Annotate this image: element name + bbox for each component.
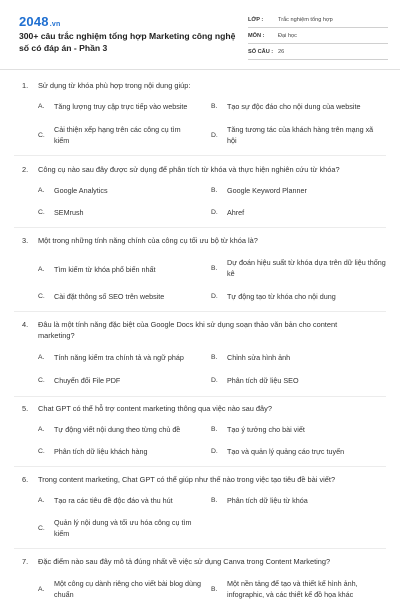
question-number: 4.: [22, 320, 29, 329]
option-3c[interactable]: [38, 291, 204, 302]
option-4d[interactable]: [211, 375, 377, 386]
option-2c[interactable]: [38, 207, 204, 218]
option-letter: C.: [38, 293, 45, 300]
option-letter: D.: [211, 448, 218, 455]
option-6a[interactable]: [38, 495, 204, 506]
option-1d[interactable]: [211, 124, 377, 146]
option-text: SEMrush: [54, 208, 84, 217]
question-number: 1.: [22, 81, 29, 90]
option-letter: D.: [211, 131, 218, 139]
option-7a[interactable]: [38, 578, 204, 600]
site-logo[interactable]: [19, 14, 60, 29]
option-text: Phân tích dữ liệu từ khóa: [227, 496, 308, 505]
option-2a[interactable]: [38, 185, 204, 196]
question-6: [22, 474, 373, 485]
option-text: Cài đặt thông số SEO trên website: [54, 292, 165, 301]
meta-label: SỐ CÂU :: [248, 49, 274, 55]
question-5: [22, 403, 373, 414]
meta-row-count: [248, 45, 388, 60]
option-letter: D.: [211, 209, 218, 216]
question-number: 5.: [22, 404, 29, 413]
question-1: [22, 80, 373, 91]
logo-main: 2048: [19, 14, 49, 29]
option-text: Tạo ý tưởng cho bài viết: [227, 425, 305, 434]
question-divider: [14, 466, 386, 467]
option-1c[interactable]: [38, 124, 194, 146]
option-7b[interactable]: [211, 578, 387, 600]
option-letter: A.: [38, 497, 45, 504]
option-letter: B.: [211, 264, 218, 272]
meta-label: LỚP :: [248, 17, 264, 23]
option-letter: B.: [211, 187, 218, 194]
question-number: 2.: [22, 165, 29, 174]
question-2: [22, 164, 373, 175]
meta-panel: [248, 13, 388, 61]
option-letter: C.: [38, 377, 45, 384]
logo-suffix: .vn: [49, 21, 61, 28]
option-3b[interactable]: [211, 257, 387, 279]
option-5c[interactable]: [38, 446, 204, 457]
question-number: 6.: [22, 475, 29, 484]
option-5b[interactable]: [211, 424, 377, 435]
option-text: Ahref: [227, 208, 245, 217]
option-letter: A.: [38, 354, 45, 361]
question-text: Đâu là một tính năng đặc biệt của Google Docs khi sử dụng soạn thảo văn bản cho content marketing?: [38, 320, 338, 340]
option-letter: C.: [38, 524, 45, 532]
option-text: Chuyển đổi File PDF: [54, 376, 121, 385]
option-6c[interactable]: [38, 517, 204, 539]
question-3: [22, 235, 373, 246]
meta-value: Đại học: [278, 33, 297, 39]
option-2d[interactable]: [211, 207, 377, 218]
option-text: Một công cụ dành riêng cho viết bài blog dùng chuẩn: [54, 579, 202, 599]
option-letter: A.: [38, 585, 45, 593]
option-text: Tìm kiếm từ khóa phổ biến nhất: [54, 265, 156, 274]
option-6b[interactable]: [211, 495, 377, 506]
question-number: 7.: [22, 557, 29, 566]
meta-value: Trắc nghiệm tổng hợp: [278, 17, 333, 23]
question-4: [22, 319, 373, 341]
page-title: 300+ câu trắc nghiệm tổng hợp Marketing công nghệ số có đáp án - Phần 3: [19, 31, 236, 53]
meta-value: 26: [278, 49, 285, 55]
meta-row-subject: [248, 29, 388, 44]
option-letter: B.: [211, 497, 218, 504]
option-text: Tạo ra các tiêu đề độc đáo và thu hút: [54, 496, 173, 505]
option-5d[interactable]: [211, 446, 377, 457]
option-letter: B.: [211, 354, 218, 361]
option-letter: D.: [211, 293, 218, 300]
question-text: Chat GPT có thể hỗ trợ content marketing thông qua việc nào sau đây?: [38, 404, 272, 413]
meta-row-class: [248, 13, 388, 28]
option-text: Phân tích dữ liệu SEO: [227, 376, 299, 385]
option-letter: A.: [38, 426, 45, 433]
option-text: Tính năng kiểm tra chính tả và ngữ pháp: [54, 353, 184, 362]
option-letter: B.: [211, 585, 218, 593]
question-text: Một trong những tính năng chính của công cụ tối ưu bộ từ khóa là?: [38, 236, 258, 245]
document-header: [0, 0, 400, 70]
option-text: Một nền tảng để tạo và thiết kế hình ảnh, infographic, và các thiết kế đồ họa khác: [227, 579, 358, 599]
option-1b[interactable]: [211, 101, 377, 112]
option-5a[interactable]: [38, 424, 204, 435]
option-text: Tự động tạo từ khóa cho nội dung: [227, 292, 336, 301]
option-letter: C.: [38, 448, 45, 455]
option-3d[interactable]: [211, 291, 377, 302]
option-letter: C.: [38, 209, 45, 216]
option-letter: C.: [38, 131, 45, 139]
option-text: Cải thiện xếp hạng trên các công cụ tìm kiếm: [54, 125, 181, 145]
question-text: Công cụ nào sau đây được sử dụng để phân tích từ khóa và thực hiện nghiên cứu từ khóa?: [38, 165, 340, 174]
option-letter: B.: [211, 103, 218, 110]
option-text: Dự đoán hiệu suất từ khóa dựa trên dữ liệu thống kê: [227, 258, 386, 278]
question-divider: [14, 155, 386, 156]
option-letter: A.: [38, 103, 45, 110]
option-text: Tạo và quản lý quảng cáo trực tuyến: [227, 447, 345, 456]
question-divider: [14, 396, 386, 397]
question-text: Đặc điểm nào sau đây mô tả đúng nhất về việc sử dụng Canva trong Content Marketing?: [38, 557, 331, 566]
option-4a[interactable]: [38, 352, 204, 363]
meta-label: MÔN :: [248, 33, 265, 39]
option-text: Chỉnh sửa hình ảnh: [227, 353, 291, 362]
option-text: Phân tích dữ liệu khách hàng: [54, 447, 148, 456]
option-letter: A.: [38, 266, 45, 273]
option-text: Google Analytics: [54, 186, 108, 195]
question-divider: [14, 227, 386, 228]
option-text: Quản lý nội dung và tối ưu hóa công cụ tìm kiếm: [54, 518, 192, 538]
option-text: Tăng tương tác của khách hàng trên mạng xã hội: [227, 125, 374, 145]
option-4b[interactable]: [211, 352, 377, 363]
option-text: Google Keyword Planner: [227, 186, 307, 195]
option-1a[interactable]: [38, 101, 204, 112]
question-text: Sử dụng từ khóa phù hợp trong nội dung giúp:: [38, 81, 191, 90]
option-letter: D.: [211, 377, 218, 384]
option-text: Tăng lượng truy cập trực tiếp vào website: [54, 102, 188, 111]
question-7: [22, 556, 373, 567]
option-4c[interactable]: [38, 375, 204, 386]
question-text: Trong content marketing, Chat GPT có thể giúp như thế nào trong việc tạo tiêu đề bài viết?: [38, 475, 336, 484]
option-letter: A.: [38, 187, 45, 194]
option-text: Tạo sự độc đáo cho nội dung của website: [227, 102, 361, 111]
question-divider: [14, 311, 386, 312]
option-3a[interactable]: [38, 264, 204, 275]
question-number: 3.: [22, 236, 29, 245]
option-2b[interactable]: [211, 185, 377, 196]
question-divider: [14, 548, 386, 549]
option-text: Tự động viết nội dung theo từng chủ đề: [54, 425, 181, 434]
option-letter: B.: [211, 426, 218, 433]
